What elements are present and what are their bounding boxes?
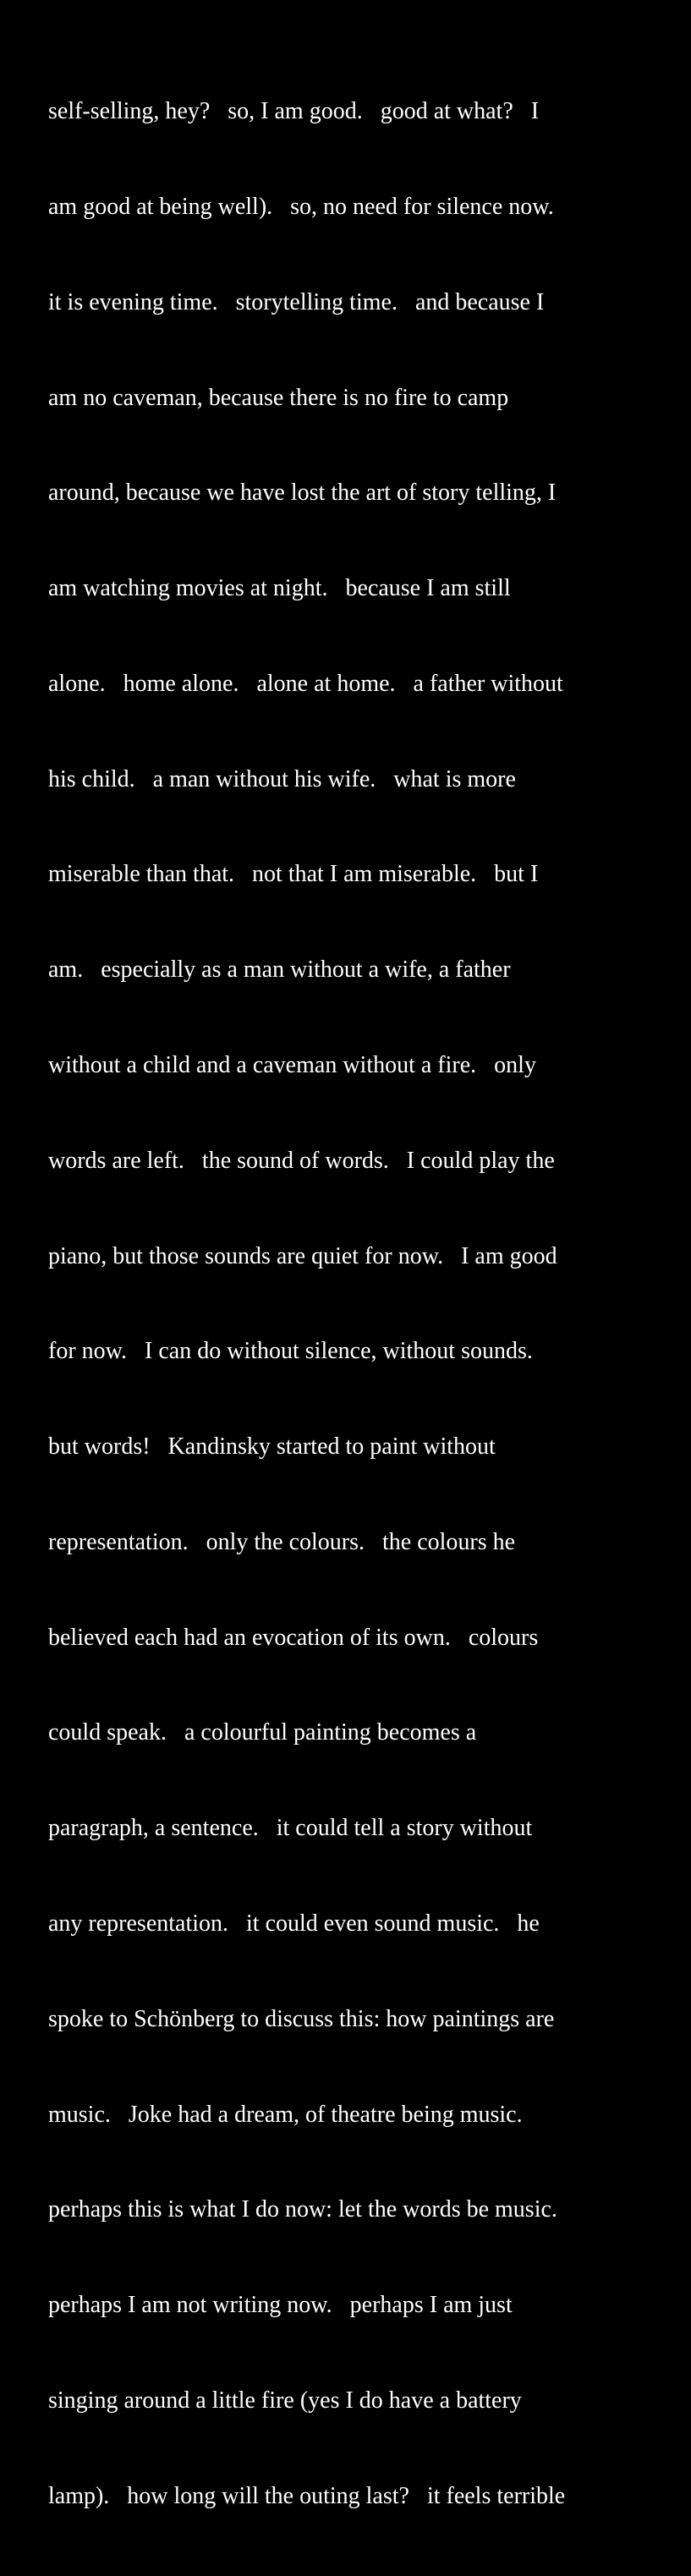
text-line-7: alone. home alone. alone at home. a father without: [48, 670, 563, 697]
text-line-2: am good at being well). so, no need for silence now.: [48, 193, 554, 220]
text-line-22: music. Joke had a dream, of theatre being music.: [48, 2101, 523, 2128]
text-line-16: representation. only the colours. the colours he: [48, 1528, 516, 1555]
text-line-17: believed each had an evocation of its own. colours: [48, 1624, 539, 1651]
text-line-3: it is evening time. storytelling time. and because I: [48, 288, 545, 315]
text-line-11: without a child and a caveman without a fire. only: [48, 1052, 536, 1078]
text-line-8: his child. a man without his wife. what is more: [48, 765, 516, 792]
text-line-19: paragraph, a sentence. it could tell a story without: [48, 1815, 533, 1842]
body-text: [48, 32, 674, 2576]
text-line-21: spoke to Schönberg to discuss this: how paintings are: [48, 2005, 555, 2032]
text-line-18: could speak. a colourful painting becomes a: [48, 1719, 477, 1746]
text-line-14: for now. I can do without silence, without sounds.: [48, 1338, 533, 1365]
text-line-13: piano, but those sounds are quiet for now. I am good: [48, 1242, 557, 1269]
text-line-26: lamp). how long will the outing last? it feels terrible: [48, 2482, 566, 2509]
text-line-12: words are left. the sound of words. I could play the: [48, 1147, 555, 1174]
text-line-23: perhaps this is what I do now: let the words be music.: [48, 2196, 557, 2223]
text-line-6: am watching movies at night. because I am still: [48, 575, 511, 602]
text-line-24: perhaps I am not writing now. perhaps I am just: [48, 2292, 513, 2319]
text-line-25: singing around a little fire (yes I do have a battery: [48, 2387, 522, 2414]
text-line-10: am. especially as a man without a wife, a father: [48, 956, 511, 984]
text-line-1: self-selling, hey? so, I am good. good at what? I: [48, 98, 540, 125]
text-line-4: am no caveman, because there is no fire to camp: [48, 384, 509, 411]
text-line-9: miserable than that. not that I am miserable. but I: [48, 861, 539, 888]
text-line-20: any representation. it could even sound music. he: [48, 1910, 540, 1937]
text-line-5: around, because we have lost the art of story telling, I: [48, 480, 557, 507]
text-line-15: but words! Kandinsky started to paint without: [48, 1433, 496, 1461]
